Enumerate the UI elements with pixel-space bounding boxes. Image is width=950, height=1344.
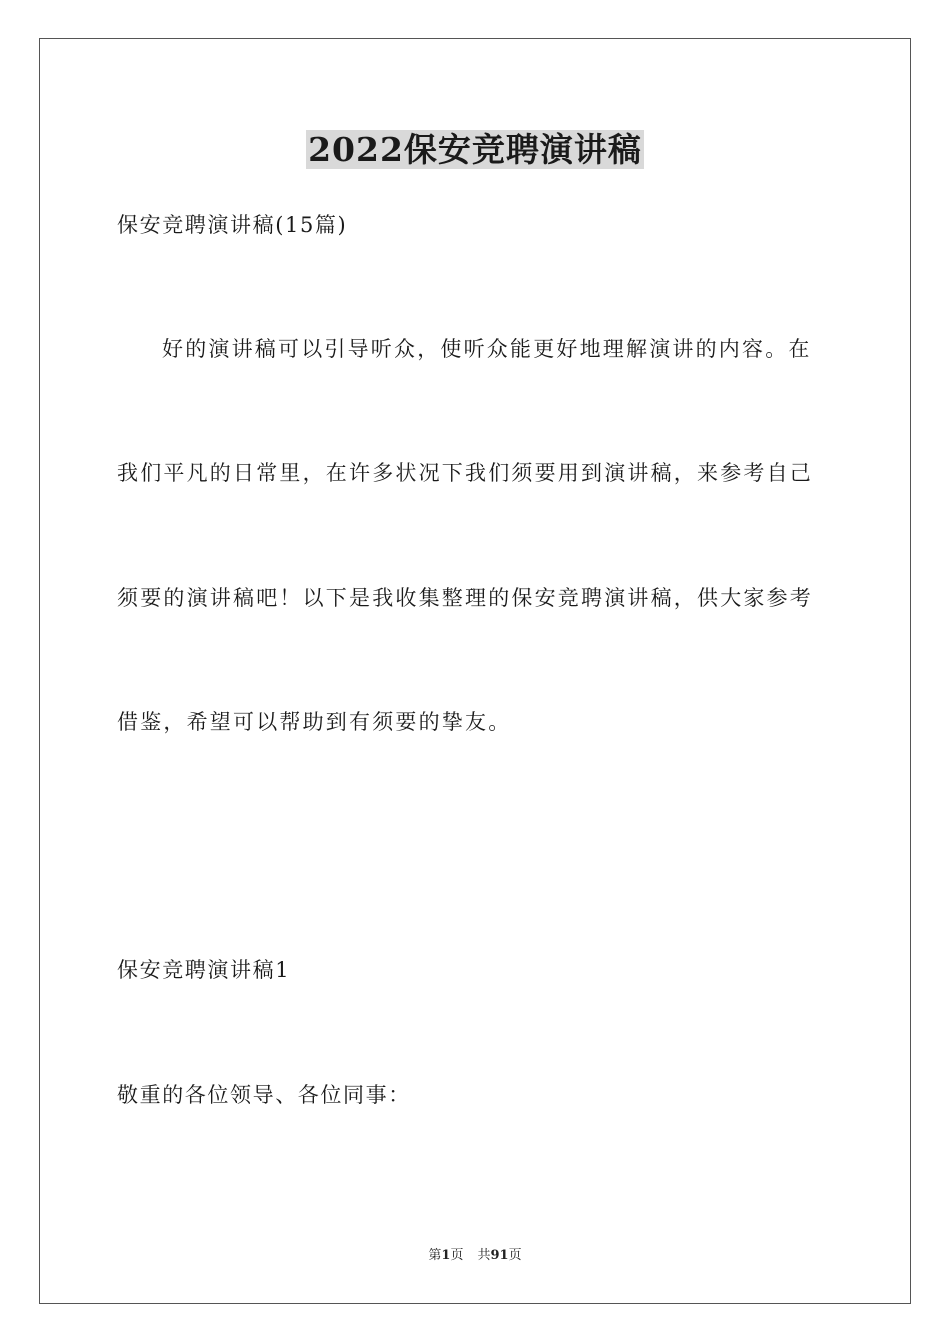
intro-line-3: 须要的演讲稿吧！以下是我收集整理的保安竞聘演讲稿，供大家参考: [117, 586, 813, 610]
footer-total-suffix: 页: [508, 1248, 522, 1263]
section-heading: 保安竞聘演讲稿1: [117, 958, 291, 982]
document-title-text: 2022保安竞聘演讲稿: [308, 130, 642, 169]
document-title: [0, 128, 950, 172]
footer-total-pages: 91: [490, 1248, 509, 1263]
intro-line-4: 借鉴，希望可以帮助到有须要的挚友。: [117, 710, 512, 734]
footer-total-prefix: 共: [477, 1248, 491, 1263]
page-footer: [0, 1247, 950, 1265]
footer-page-suffix: 页: [450, 1248, 464, 1263]
intro-line-1: 好的演讲稿可以引导听众，使听众能更好地理解演讲的内容。在: [162, 337, 812, 361]
document-subtitle: 保安竞聘演讲稿(15篇): [117, 213, 348, 237]
salutation: 敬重的各位领导、各位同事：: [117, 1083, 411, 1107]
intro-line-2: 我们平凡的日常里，在许多状况下我们须要用到演讲稿，来参考自己: [117, 461, 813, 485]
footer-page-prefix: 第: [428, 1248, 442, 1263]
footer-page-number: 1: [441, 1248, 451, 1263]
